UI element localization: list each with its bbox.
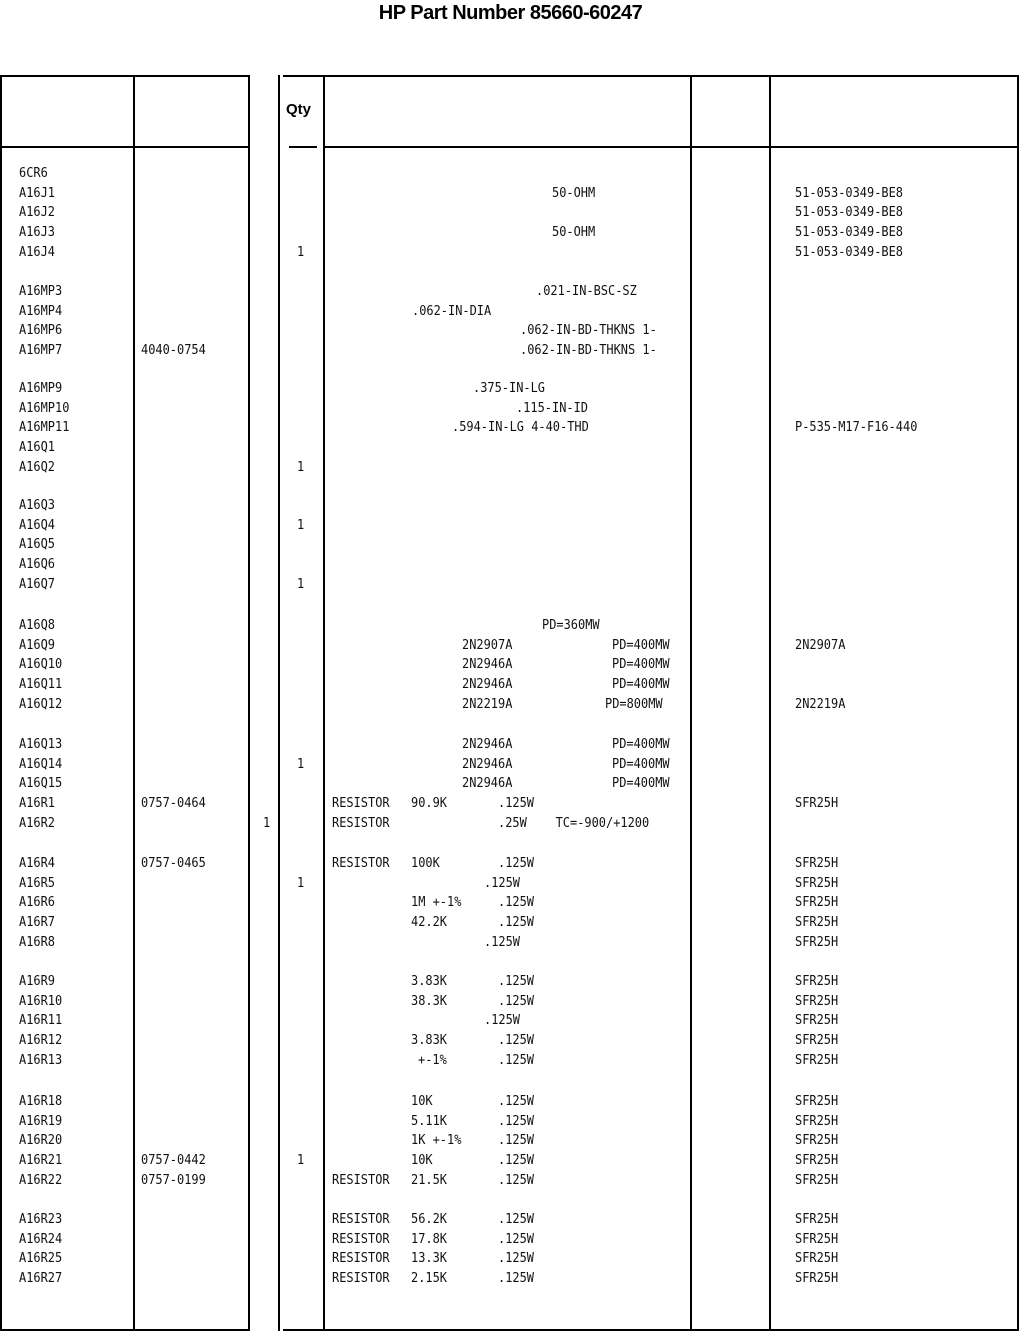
table-row bbox=[0, 875, 1021, 893]
cell-desc2: 1M +-1% bbox=[411, 895, 462, 911]
cell-desc2: 10K bbox=[411, 1153, 433, 1169]
cell-desc3: .25W TC=-900/+1200 bbox=[498, 815, 650, 831]
cell-mfr: SFR25H bbox=[795, 1113, 839, 1129]
cell-mfr: 51-053-0349-BE8 bbox=[795, 225, 904, 241]
table-row bbox=[0, 400, 1021, 418]
cell-ref: A16Q12 bbox=[19, 696, 63, 712]
table-row bbox=[0, 224, 1021, 242]
cell-ref: A16R5 bbox=[19, 875, 56, 891]
cell-mfr: SFR25H bbox=[795, 1133, 839, 1149]
table-row bbox=[0, 855, 1021, 873]
cell-desc3: .125W bbox=[498, 1231, 535, 1247]
table-row bbox=[0, 419, 1021, 437]
cell-desc2: 90.9K bbox=[411, 796, 448, 812]
cell-mfr: 51-053-0349-BE8 bbox=[795, 244, 904, 260]
table-row bbox=[0, 244, 1021, 262]
cell-ref: A16MP6 bbox=[19, 323, 63, 339]
cell-ref: A16R2 bbox=[19, 815, 56, 831]
table-row bbox=[0, 380, 1021, 398]
cell-ref: A16R10 bbox=[19, 993, 63, 1009]
cell-qty: 1 bbox=[297, 756, 305, 772]
cell-ref: A16J4 bbox=[19, 244, 56, 260]
table-row bbox=[0, 576, 1021, 594]
cell-ref: A16R9 bbox=[19, 974, 56, 989]
cell-ref: A16R24 bbox=[19, 1231, 63, 1247]
cell-desc3: .125W bbox=[484, 934, 521, 950]
cell-part: 0757-0464 bbox=[141, 796, 206, 812]
qty-column-header: Qty bbox=[286, 101, 312, 118]
cell-ref: A16R22 bbox=[19, 1172, 63, 1188]
cell-ref: A16Q10 bbox=[19, 657, 63, 673]
cell-desc3: .125W bbox=[498, 974, 535, 989]
table-row bbox=[0, 322, 1021, 340]
cell-ref: A16R8 bbox=[19, 934, 56, 950]
cell-desc3: .125W bbox=[498, 993, 535, 1009]
cell-desc2: 42.2K bbox=[411, 915, 448, 931]
cell-desc3: .125W bbox=[498, 1153, 535, 1169]
table-row bbox=[0, 517, 1021, 535]
cell-mfr: SFR25H bbox=[795, 1251, 839, 1267]
cell-desc2: 2N2946A bbox=[462, 737, 513, 752]
cell-desc2: 2N2946A bbox=[462, 677, 513, 693]
cell-desc2: 1K +-1% bbox=[411, 1133, 462, 1149]
cell-desc2: 2N2946A bbox=[462, 776, 513, 792]
cell-mfr: SFR25H bbox=[795, 1052, 839, 1068]
cell-desc1: RESISTOR bbox=[332, 796, 390, 812]
table-row bbox=[0, 1250, 1021, 1268]
cell-ref: A16R25 bbox=[19, 1251, 63, 1267]
cell-ref: A16R21 bbox=[19, 1153, 63, 1169]
cell-ref: A16Q9 bbox=[19, 637, 56, 653]
table-row bbox=[0, 676, 1021, 694]
table-row bbox=[0, 1152, 1021, 1170]
cell-mfr: 51-053-0349-BE8 bbox=[795, 185, 904, 201]
cell-ref: A16MP7 bbox=[19, 343, 63, 359]
cell-mfr: SFR25H bbox=[795, 856, 839, 871]
cell-ref: A16R20 bbox=[19, 1133, 63, 1149]
cell-qty: 1 bbox=[297, 1153, 305, 1169]
cell-desc2: 2.15K bbox=[411, 1271, 448, 1287]
cell-ref: A16R7 bbox=[19, 915, 56, 931]
table-row bbox=[0, 775, 1021, 793]
cell-desc3: .125W bbox=[498, 1033, 535, 1049]
table-row bbox=[0, 556, 1021, 574]
cell-ref: A16R6 bbox=[19, 895, 56, 911]
cell-desc3: .125W bbox=[498, 895, 535, 911]
cell-ref: A16R13 bbox=[19, 1052, 63, 1068]
table-row bbox=[0, 1132, 1021, 1150]
cell-part: 0757-0465 bbox=[141, 856, 206, 871]
table-row bbox=[0, 1211, 1021, 1229]
table-row bbox=[0, 439, 1021, 457]
table-row bbox=[0, 1052, 1021, 1070]
cell-desc3: .125W bbox=[498, 1113, 535, 1129]
cell-qty: 1 bbox=[297, 875, 305, 891]
cell-desc1: RESISTOR bbox=[332, 1212, 390, 1227]
cell-desc3: .125W bbox=[498, 915, 535, 931]
cell-mfr: 2N2219A bbox=[795, 696, 846, 712]
cell-ref: A16J2 bbox=[19, 205, 56, 221]
cell-desc2: 100K bbox=[411, 856, 440, 871]
cell-mfr: SFR25H bbox=[795, 934, 839, 950]
cell-ref: A16Q13 bbox=[19, 737, 63, 752]
cell-mfr: SFR25H bbox=[795, 993, 839, 1009]
cell-desc3: .125W bbox=[498, 856, 535, 871]
cell-mfr: SFR25H bbox=[795, 875, 839, 891]
cell-ref: A16MP4 bbox=[19, 303, 63, 319]
cell-ref: A16R4 bbox=[19, 856, 56, 871]
cell-desc2: 21.5K bbox=[411, 1172, 448, 1188]
table-row bbox=[0, 303, 1021, 321]
cell-desc2: 5.11K bbox=[411, 1113, 448, 1129]
cell-desc2: 3.83K bbox=[411, 1033, 448, 1049]
cell-mfr: 2N2907A bbox=[795, 637, 846, 653]
cell-ref: A16Q6 bbox=[19, 557, 56, 573]
cell-qty: 1 bbox=[263, 815, 271, 831]
header-separator-right bbox=[325, 146, 1019, 148]
cell-mfr: SFR25H bbox=[795, 915, 839, 931]
cell-qty: 1 bbox=[297, 459, 305, 475]
cell-ref: A16Q8 bbox=[19, 618, 56, 633]
cell-desc3: .125W bbox=[498, 1271, 535, 1287]
cell-desc2: 17.8K bbox=[411, 1231, 448, 1247]
table-row bbox=[0, 914, 1021, 932]
cell-desc3: PD=800MW bbox=[605, 696, 663, 712]
cell-desc1: RESISTOR bbox=[332, 815, 390, 831]
cell-ref: A16R1 bbox=[19, 796, 56, 812]
table-row bbox=[0, 459, 1021, 477]
table-row bbox=[0, 185, 1021, 203]
cell-ref: 6CR6 bbox=[19, 166, 48, 181]
cell-desc2: 2N2946A bbox=[462, 657, 513, 673]
cell-desc3: PD=400MW bbox=[612, 657, 670, 673]
table-row bbox=[0, 894, 1021, 912]
table-row bbox=[0, 283, 1021, 301]
cell-ref: A16J3 bbox=[19, 225, 56, 241]
cell-desc3: .125W bbox=[484, 1013, 521, 1029]
cell-desc2: 10K bbox=[411, 1094, 433, 1109]
cell-desc2: 56.2K bbox=[411, 1212, 448, 1227]
cell-desc3: .125W bbox=[498, 1251, 535, 1267]
cell-desc3: .125W bbox=[498, 1172, 535, 1188]
cell-desc3: 50-OHM bbox=[552, 185, 596, 201]
cell-mfr: 51-053-0349-BE8 bbox=[795, 205, 904, 221]
cell-part: 0757-0199 bbox=[141, 1172, 206, 1188]
cell-ref: A16Q14 bbox=[19, 756, 63, 772]
cell-desc3: PD=400MW bbox=[612, 776, 670, 792]
table-row bbox=[0, 617, 1021, 635]
cell-mfr: SFR25H bbox=[795, 895, 839, 911]
table-row bbox=[0, 795, 1021, 813]
cell-part: 0757-0442 bbox=[141, 1153, 206, 1169]
table-row bbox=[0, 637, 1021, 655]
cell-mfr: SFR25H bbox=[795, 1231, 839, 1247]
cell-desc2: 2N2946A bbox=[462, 756, 513, 772]
cell-ref: A16Q15 bbox=[19, 776, 63, 792]
header-separator bbox=[0, 146, 250, 148]
table-row bbox=[0, 1032, 1021, 1050]
cell-mfr: SFR25H bbox=[795, 796, 839, 812]
table-top-border bbox=[0, 75, 250, 77]
cell-ref: A16Q5 bbox=[19, 537, 56, 553]
cell-desc1: RESISTOR bbox=[332, 1231, 390, 1247]
cell-desc2: +-1% bbox=[418, 1052, 447, 1068]
cell-desc3: .125W bbox=[498, 796, 535, 812]
cell-desc3: .375-IN-LG bbox=[473, 381, 546, 396]
cell-desc3: .594-IN-LG 4-40-THD bbox=[452, 420, 589, 436]
table-row bbox=[0, 934, 1021, 952]
cell-ref: A16MP10 bbox=[19, 400, 70, 416]
cell-mfr: SFR25H bbox=[795, 974, 839, 989]
cell-ref: A16R27 bbox=[19, 1271, 63, 1287]
cell-qty: 1 bbox=[297, 517, 305, 533]
cell-ref: A16J1 bbox=[19, 185, 56, 201]
table-bottom-border-right bbox=[283, 1329, 1019, 1331]
cell-desc3: .062-IN-BD-THKNS 1- bbox=[520, 343, 657, 359]
cell-mfr: SFR25H bbox=[795, 1153, 839, 1169]
table-row bbox=[0, 1093, 1021, 1111]
cell-ref: A16R19 bbox=[19, 1113, 63, 1129]
cell-desc3: .115-IN-ID bbox=[516, 400, 589, 416]
cell-desc3: .125W bbox=[498, 1212, 535, 1227]
cell-desc3: .021-IN-BSC-SZ bbox=[536, 284, 637, 299]
cell-ref: A16MP11 bbox=[19, 420, 70, 436]
cell-desc2: 2N2907A bbox=[462, 637, 513, 653]
cell-mfr: SFR25H bbox=[795, 1094, 839, 1109]
table-top-border-right bbox=[283, 75, 1019, 77]
table-row bbox=[0, 973, 1021, 991]
table-row bbox=[0, 815, 1021, 833]
table-row bbox=[0, 1012, 1021, 1030]
cell-desc3: PD=360MW bbox=[542, 618, 600, 633]
table-row bbox=[0, 696, 1021, 714]
cell-desc2: 2N2219A bbox=[462, 696, 513, 712]
cell-mfr: SFR25H bbox=[795, 1212, 839, 1227]
table-row bbox=[0, 204, 1021, 222]
cell-desc1: RESISTOR bbox=[332, 1172, 390, 1188]
cell-desc3: .125W bbox=[498, 1133, 535, 1149]
table-row bbox=[0, 993, 1021, 1011]
cell-ref: A16Q3 bbox=[19, 498, 56, 513]
cell-ref: A16MP3 bbox=[19, 284, 63, 299]
table-row bbox=[0, 1172, 1021, 1190]
table-row bbox=[0, 656, 1021, 674]
cell-mfr: SFR25H bbox=[795, 1271, 839, 1287]
cell-mfr: SFR25H bbox=[795, 1172, 839, 1188]
table-bottom-border bbox=[0, 1329, 250, 1331]
cell-part: 4040-0754 bbox=[141, 343, 206, 359]
table-row bbox=[0, 756, 1021, 774]
cell-ref: A16Q4 bbox=[19, 517, 56, 533]
cell-qty: 1 bbox=[297, 576, 305, 592]
table-row bbox=[0, 1113, 1021, 1131]
cell-ref: A16R11 bbox=[19, 1013, 63, 1029]
cell-ref: A16R23 bbox=[19, 1212, 63, 1227]
cell-mfr: SFR25H bbox=[795, 1033, 839, 1049]
cell-ref: A16Q1 bbox=[19, 440, 56, 456]
header-separator-qty bbox=[289, 146, 317, 148]
cell-desc3: .125W bbox=[498, 1052, 535, 1068]
cell-desc3: .125W bbox=[484, 875, 521, 891]
cell-desc2: .062-IN-DIA bbox=[412, 303, 492, 319]
cell-desc3: PD=400MW bbox=[612, 637, 670, 653]
cell-desc2: 13.3K bbox=[411, 1251, 448, 1267]
cell-desc1: RESISTOR bbox=[332, 856, 390, 871]
table-row bbox=[0, 1231, 1021, 1249]
cell-mfr: SFR25H bbox=[795, 1013, 839, 1029]
cell-qty: 1 bbox=[297, 244, 305, 260]
cell-desc3: PD=400MW bbox=[612, 756, 670, 772]
cell-desc3: PD=400MW bbox=[612, 737, 670, 752]
cell-ref: A16R18 bbox=[19, 1094, 63, 1109]
cell-desc3: 50-OHM bbox=[552, 225, 596, 241]
cell-desc2: 38.3K bbox=[411, 993, 448, 1009]
cell-desc3: .125W bbox=[498, 1094, 535, 1109]
cell-ref: A16Q2 bbox=[19, 459, 56, 475]
table-row bbox=[0, 736, 1021, 754]
cell-desc1: RESISTOR bbox=[332, 1251, 390, 1267]
table-row bbox=[0, 497, 1021, 515]
cell-desc3: PD=400MW bbox=[612, 677, 670, 693]
cell-ref: A16MP9 bbox=[19, 381, 63, 396]
table-row bbox=[0, 165, 1021, 183]
table-row bbox=[0, 342, 1021, 360]
document-title: HP Part Number 85660-60247 bbox=[378, 2, 643, 24]
cell-mfr: P-535-M17-F16-440 bbox=[795, 420, 918, 436]
cell-ref: A16Q7 bbox=[19, 576, 56, 592]
cell-ref: A16R12 bbox=[19, 1033, 63, 1049]
table-row bbox=[0, 536, 1021, 554]
cell-ref: A16Q11 bbox=[19, 677, 63, 693]
cell-desc2: 3.83K bbox=[411, 974, 448, 989]
table-row bbox=[0, 1270, 1021, 1288]
cell-desc1: RESISTOR bbox=[332, 1271, 390, 1287]
cell-desc3: .062-IN-BD-THKNS 1- bbox=[520, 323, 657, 339]
